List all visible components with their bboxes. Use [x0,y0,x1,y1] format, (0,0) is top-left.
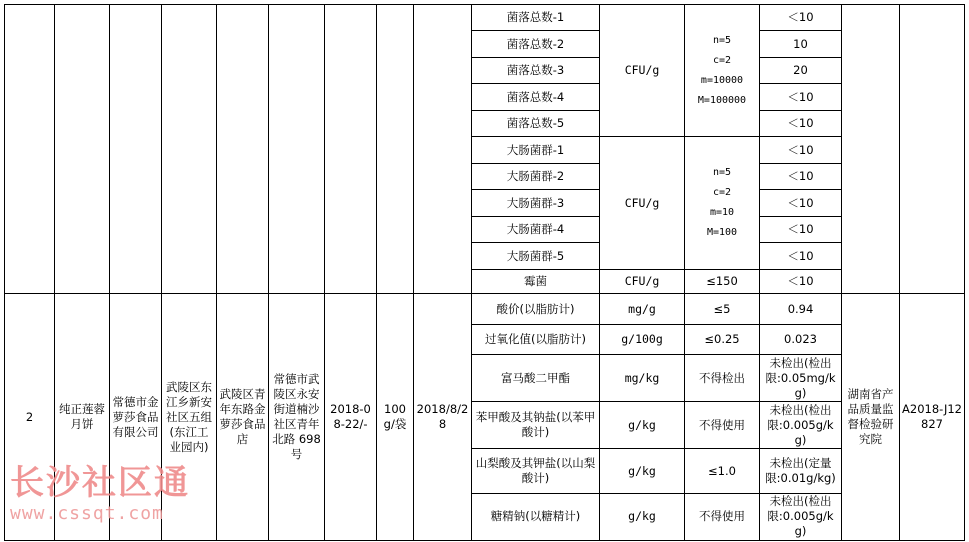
test-result: ＜10 [760,243,842,269]
sampling-date: 2018/8/28 [414,294,472,541]
test-result: ＜10 [760,137,842,163]
test-result: 20 [760,57,842,83]
cell-blank [5,5,55,294]
test-item: 菌落总数-1 [472,5,600,31]
test-result: 未检出(定量限:0.01g/kg) [760,449,842,494]
table-row [5,294,965,325]
product-name: 纯正莲蓉月饼 [55,294,110,541]
test-standard: ≤1.0 [685,449,760,494]
cell-blank [110,5,162,294]
test-unit: mg/kg [600,355,685,402]
test-item: 大肠菌群-4 [472,216,600,242]
test-result: ＜10 [760,163,842,189]
test-item: 菌落总数-4 [472,84,600,110]
test-item: 酸价(以脂肪计) [472,294,600,325]
test-result: ＜10 [760,110,842,136]
test-item: 糖精钠(以糖精计) [472,493,600,540]
test-standard: ≤0.25 [685,324,760,355]
test-item: 大肠菌群-1 [472,137,600,163]
watermark-title: 长沙社区通 [10,463,190,503]
test-unit: CFU/g [600,269,685,293]
cell-blank [162,5,217,294]
test-standard [685,137,760,269]
inspection-results-table [4,4,965,541]
test-item: 山梨酸及其钾盐(以山梨酸计) [472,449,600,494]
test-unit: mg/g [600,294,685,325]
test-unit: g/100g [600,324,685,355]
cell-blank [842,5,900,294]
standard-line: m=10 [709,207,735,219]
test-standard: ≤5 [685,294,760,325]
test-result: ＜10 [760,216,842,242]
test-result: 0.023 [760,324,842,355]
test-item: 富马酸二甲酯 [472,355,600,402]
seq-cell: 2 [5,294,55,541]
test-result: ＜10 [760,5,842,31]
standard-line: M=100000 [697,94,747,106]
test-item: 过氧化值(以脂肪计) [472,324,600,355]
test-standard: 不得使用 [685,493,760,540]
cell-blank [217,5,269,294]
cell-blank [325,5,377,294]
institution: 湖南省产品质量监督检验研究院 [842,294,900,541]
test-item: 大肠菌群-2 [472,163,600,189]
test-item: 菌落总数-5 [472,110,600,136]
seller-name: 武陵区青年东路金萝莎食品店 [217,294,269,541]
test-standard: 不得检出 [685,355,760,402]
test-item: 霉菌 [472,269,600,293]
standard-line: n=5 [712,34,732,46]
test-result: ＜10 [760,190,842,216]
report-number: A2018-J12827 [900,294,965,541]
cell-blank [269,5,325,294]
test-result: ＜10 [760,84,842,110]
test-standard: ≤150 [685,269,760,293]
test-unit: CFU/g [600,137,685,269]
test-item: 苯甲酸及其钠盐(以苯甲酸计) [472,402,600,449]
cell-blank [900,5,965,294]
test-result: 10 [760,31,842,57]
standard-line: M=100 [706,227,738,239]
standard-line: c=2 [712,54,732,66]
test-result: 0.94 [760,294,842,325]
cell-blank [55,5,110,294]
test-item: 大肠菌群-5 [472,243,600,269]
test-item: 大肠菌群-3 [472,190,600,216]
test-standard: 不得使用 [685,402,760,449]
test-item: 菌落总数-3 [472,57,600,83]
standard-line: m=10000 [700,74,744,86]
cell-blank [377,5,414,294]
test-result: ＜10 [760,269,842,293]
table-row [5,5,965,31]
test-unit: g/kg [600,493,685,540]
test-result: 未检出(检出限:0.005g/kg) [760,493,842,540]
watermark-url: www.cssqt.com [10,503,164,524]
production-date: 2018-08-22/- [325,294,377,541]
standard-line: c=2 [712,187,732,199]
test-item: 菌落总数-2 [472,31,600,57]
standard-line: n=5 [712,167,732,179]
test-standard [685,5,760,137]
test-unit: g/kg [600,402,685,449]
spec: 100g/袋 [377,294,414,541]
producer-name: 常德市金萝莎食品有限公司 [110,294,162,541]
producer-address: 武陵区东江乡新安社区五组(东江工业园内) [162,294,217,541]
test-unit: CFU/g [600,5,685,137]
test-result: 未检出(检出限:0.05mg/kg) [760,355,842,402]
test-unit: g/kg [600,449,685,494]
cell-blank [414,5,472,294]
seller-address: 常德市武陵区永安街道楠沙社区青年北路 698号 [269,294,325,541]
test-result: 未检出(检出限:0.005g/kg) [760,402,842,449]
